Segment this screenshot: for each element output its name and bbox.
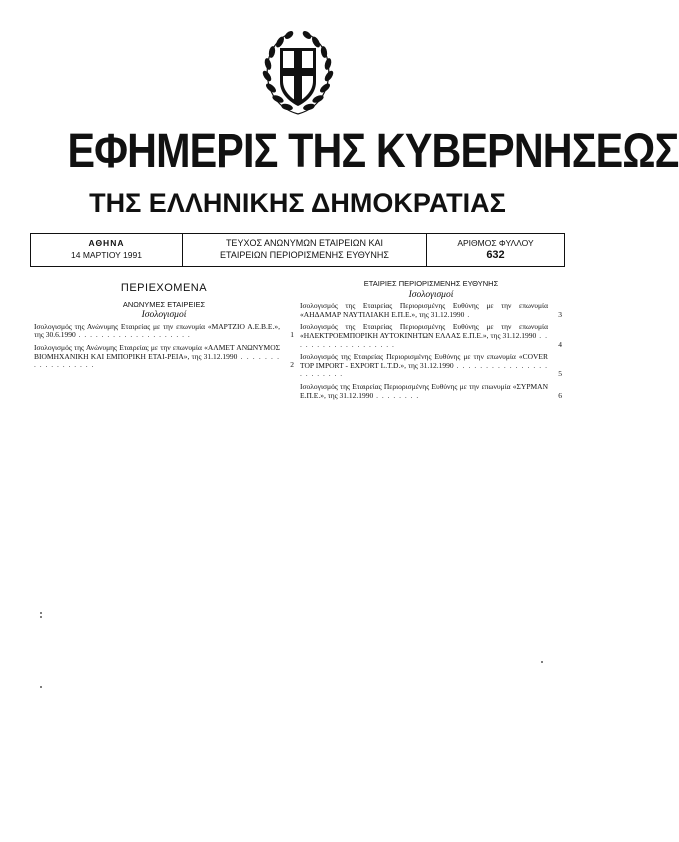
date-cell [31, 234, 183, 266]
toc-entry-page: 4 [558, 339, 562, 349]
toc-entry-page: 1 [290, 330, 294, 340]
toc-entry-page: 2 [290, 360, 294, 370]
issue-type-cell [183, 234, 427, 266]
issue-info-box [30, 233, 565, 267]
toc-entry[interactable] [300, 353, 562, 379]
leader-dots: . . . . . . . . . . . . . . . . . . [34, 351, 280, 370]
toc-entry-text: Ισολογισμός της Εταιρείας Περιορισμένης Ευθύνης με την επωνυμία «ΣΥΡΜΑΝ Ε.Π.Ε.», της 31.12.1990 [300, 381, 548, 400]
sheet-number-label: ΑΡΙΘΜΟΣ ΦΥΛΛΟΥ [457, 238, 534, 248]
sheet-number: 632 [486, 249, 505, 261]
issue-date: 14 ΜΑΡΤΙΟΥ 1991 [71, 250, 142, 260]
sheet-number-cell [427, 234, 564, 266]
subsection-heading-balance-sheets: Ισολογισμοί [408, 289, 454, 300]
leader-dots: . [464, 309, 471, 319]
toc-entry[interactable] [34, 323, 294, 340]
section-heading-ae: ΑΝΩΝΥΜΕΣ ΕΤΑΙΡΕΙΕΣ [122, 299, 206, 309]
toc-entry-text: Ισολογισμός της Εταιρείας Περιορισμένης Ευθύνης με την επωνυμία «ΗΛΕΚΤΡΟΕΜΠΟΡΙΚΗ ΑΥΤΟΚΙΝΗΤΩΝ ΕΛΛΑΣ Ε.Π.Ε.», της 31.12.1990 [300, 322, 548, 340]
gazette-subtitle: ΤΗΣ ΕΛΛΗΝΙΚΗΣ ΔΗΜΟΚΡΑΤΙΑΣ [89, 188, 506, 218]
leader-dots: . . . . . . . . . . . . . . . . . . . . [75, 330, 191, 340]
leader-dots: . . . . . . . . . . . . . . . . . . . . . . . . [300, 360, 549, 379]
toc-entry-text: Ισολογισμός της Εταιρείας Περιορισμένης Ευθύνης με την επωνυμία «COVER TOP IMPORT - EXPORT L.T.D.», της 31.12.1990 [300, 352, 548, 370]
toc-entry-page: 6 [558, 390, 562, 400]
toc-entry-text: Ισολογισμός της Ανώνυμης Εταιρείας με την επωνυμία «ΑΛΜΕΤ ΑΝΩΝΥΜΟΣ ΒΙΟΜΗΧΑΝΙΚΗ ΚΑΙ ΕΜΠΟΡΙΚΗ ΕΤΑΙ-ΡΕΙΑ», της 31.12.1990 [34, 342, 280, 361]
section-heading-epe: ΕΤΑΙΡΙΕΣ ΠΕΡΙΟΡΙΣΜΕΝΗΣ ΕΥΘΥΝΗΣ [363, 279, 499, 288]
toc-right-column [300, 280, 562, 404]
toc-heading: ΠΕΡΙΕΧΟΜΕΝΑ [120, 282, 208, 294]
city-label: ΑΘΗΝΑ [88, 238, 125, 248]
scan-speck [40, 612, 42, 614]
scan-speck [40, 616, 42, 618]
toc-entry[interactable] [300, 302, 562, 319]
toc-entry-page: 3 [558, 309, 562, 319]
toc-entry[interactable] [34, 344, 294, 370]
toc-entry-text: Ισολογισμός της Ανώνυμης Εταιρείας με την επωνυμία «ΜΑΡΤΖΙΟ Α.Ε.Β.Ε.», της 30.6.1990 [34, 321, 280, 340]
toc-entry[interactable] [300, 383, 562, 400]
issue-type-line1: ΤΕΥΧΟΣ ΑΝΩΝΥΜΩΝ ΕΤΑΙΡΕΙΩΝ ΚΑΙ [225, 238, 384, 248]
leader-dots: . . . . . . . . . . . . . . . . . . . [300, 330, 549, 349]
leader-dots: . . . . . . . . [373, 390, 420, 400]
gazette-title: ΕΦΗΜΕΡΙΣ ΤΗΣ ΚΥΒΕΡΝΗΣΕΩΣ [67, 125, 679, 178]
subsection-heading-balance-sheets: Ισολογισμοί [141, 310, 187, 321]
toc-left-column [34, 280, 294, 374]
scan-speck [541, 661, 543, 663]
toc-entry-text: Ισολογισμός της Εταιρείας Περιορισμένης Ευθύνης με την επωνυμία «ΑΗΔΑΜΑΡ ΝΑΥΤΙΛΙΑΚΗ Ε.Π.Ε.», της 31.12.1990 [300, 301, 548, 319]
issue-type-line2: ΕΤΑΙΡΕΙΩΝ ΠΕΡΙΟΡΙΣΜΕΝΗΣ ΕΥΘΥΝΗΣ [220, 250, 389, 260]
coat-of-arms-icon [258, 24, 338, 120]
scan-speck [40, 686, 42, 688]
toc-entry-page: 5 [558, 369, 562, 379]
toc-entry[interactable] [300, 323, 562, 349]
